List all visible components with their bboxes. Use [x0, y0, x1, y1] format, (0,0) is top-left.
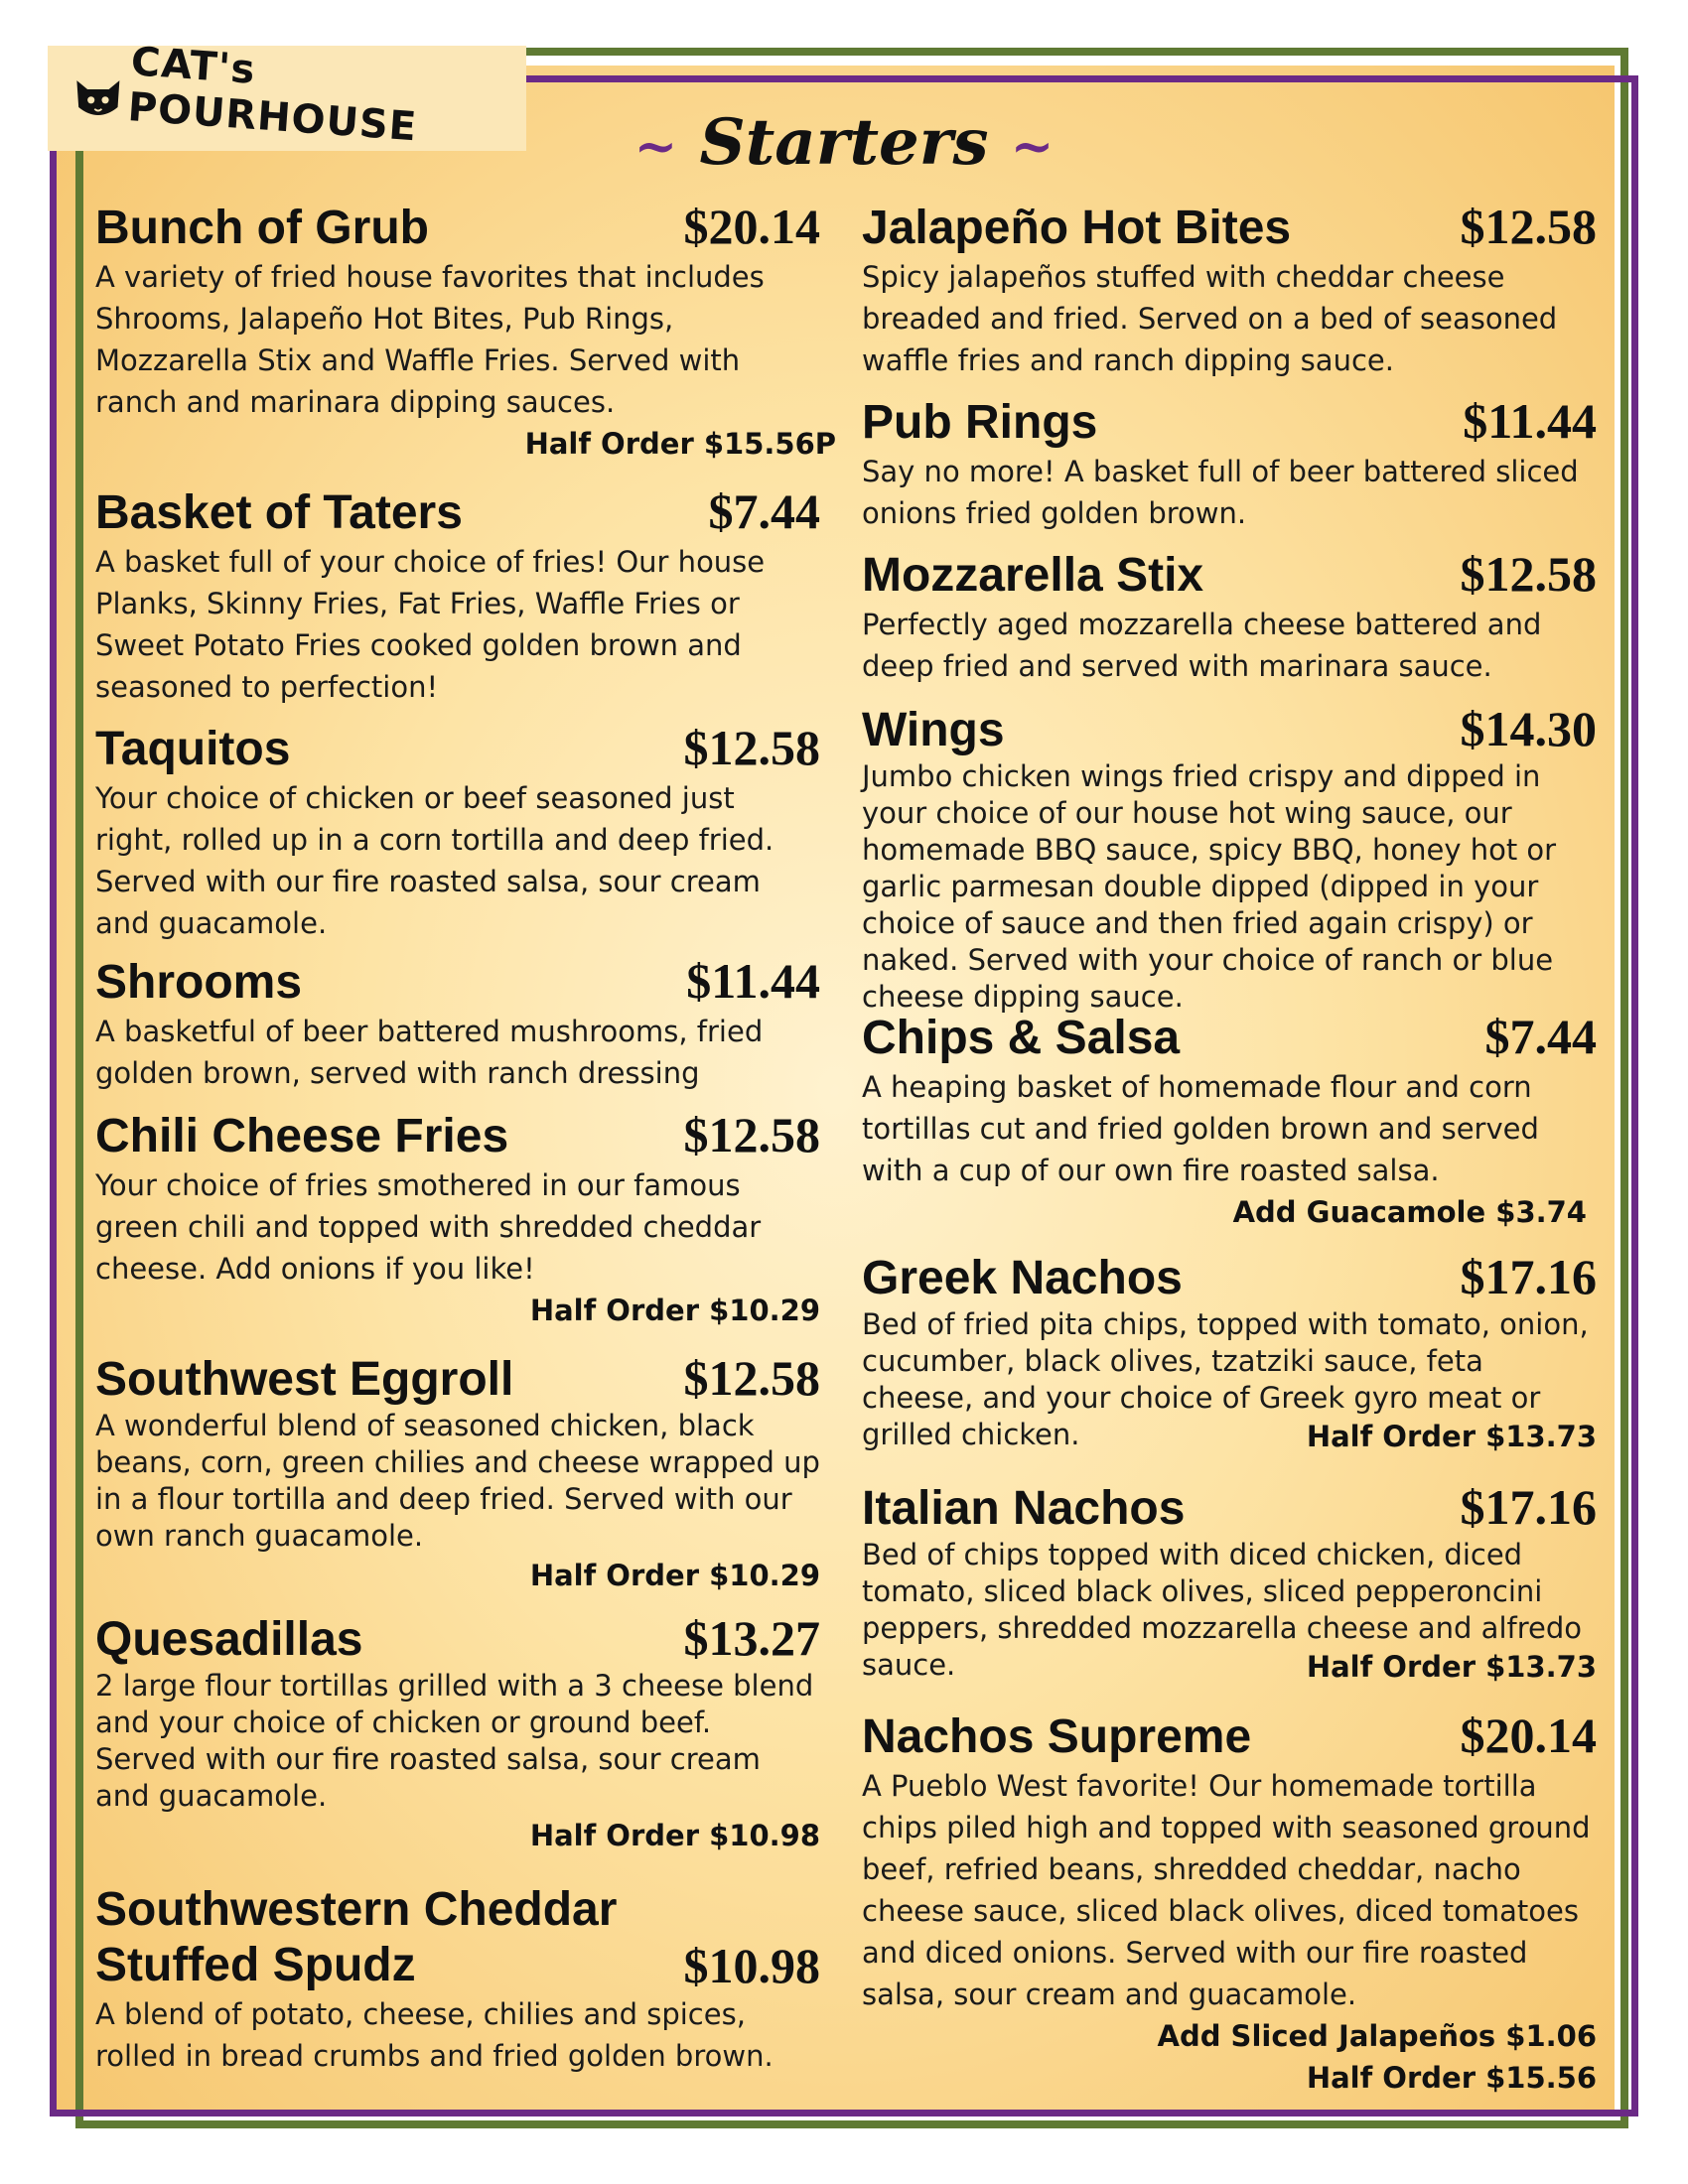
item-description: A Pueblo West favorite! Our homemade tortilla chips piled high and topped with seasoned ground beef, refried beans, shredded cheddar, nacho cheese sauce, sliced black olives, diced tomatoes and diced onions. Served with our fire roasted salsa, sour cream and guacamole. — [862, 1769, 1591, 2011]
item-half-order: Half Order $13.73 — [1306, 1420, 1597, 1453]
menu-item — [95, 1107, 820, 1350]
item-half-order: Half Order $15.56 — [1306, 2061, 1597, 2095]
item-description: Jumbo chicken wings fried crispy and dipped in your choice of our house hot wing sauce, our homemade BBQ sauce, spicy BBQ, honey hot or garlic parmesan double dipped (dipped in your choice of sauce and then fried again crispy) or naked. Served with your choice of ranch or blue cheese dipping sauce. — [862, 759, 1557, 1014]
menu-item — [862, 1479, 1597, 1707]
item-name: Mozzarella Stix — [862, 549, 1204, 602]
page-title — [0, 105, 1688, 180]
item-name: Nachos Supreme — [862, 1710, 1252, 1763]
menu-item — [95, 720, 820, 953]
item-price: $14.30 — [1460, 701, 1597, 756]
menu-item — [862, 393, 1597, 546]
item-price: $12.58 — [1460, 546, 1597, 602]
item-description: Perfectly aged mozzarella cheese battered and deep fried and served with marinara sauce. — [862, 608, 1542, 683]
item-description: 2 large flour tortillas grilled with a 3 cheese blend and your choice of chicken or ground beef. Served with our fire roasted salsa, sour cream and guacamole. — [95, 1669, 814, 1813]
item-price: $20.14 — [1460, 1707, 1597, 1763]
item-name: Quesadillas — [95, 1613, 363, 1666]
title-tilde-left: ~ — [633, 116, 678, 177]
menu-item — [95, 199, 836, 483]
menu-item — [95, 1350, 820, 1610]
item-price: $7.44 — [1484, 1009, 1597, 1064]
item-name: Basket of Taters — [95, 486, 463, 539]
item-name: Chili Cheese Fries — [95, 1110, 509, 1162]
menu-item — [95, 1610, 820, 1882]
menu-item — [862, 546, 1597, 701]
item-price: $11.44 — [1463, 393, 1597, 449]
item-half-order: Half Order $13.73 — [1306, 1650, 1597, 1684]
item-half-order: Half Order $10.98 — [529, 1819, 820, 1852]
menu-item — [862, 1009, 1597, 1249]
item-name: Wings — [862, 704, 1005, 756]
item-description: Bed of fried pita chips, topped with tomato, onion, cucumber, black olives, tzatziki sauce, feta cheese, and your choice of Greek gyro meat or grilled chicken. — [862, 1307, 1589, 1451]
menu-item — [862, 701, 1597, 1014]
item-name: Chips & Salsa — [862, 1012, 1181, 1064]
item-description: A heaping basket of homemade flour and corn tortillas cut and fried golden brown and served with a cup of our own fire roasted salsa. — [862, 1070, 1539, 1187]
item-name: Pub Rings — [862, 396, 1098, 449]
item-price: $20.14 — [683, 199, 820, 254]
item-half-order: Half Order $10.29 — [529, 1294, 820, 1327]
item-description: Say no more! A basket full of beer battered sliced onions fried golden brown. — [862, 455, 1579, 530]
item-name: Jalapeño Hot Bites — [862, 202, 1292, 254]
item-name: Taquitos — [95, 723, 291, 775]
menu-item — [862, 199, 1597, 393]
item-description: Bed of chips topped with diced chicken, diced tomato, sliced black olives, sliced pepperoncini peppers, shredded mozzarella cheese and alfredo sauce. — [862, 1538, 1582, 1682]
item-price: $12.58 — [1460, 199, 1597, 254]
item-price: $12.58 — [683, 1107, 820, 1162]
item-description: A basket full of your choice of fries! Our house Planks, Skinny Fries, Fat Fries, Waffle Fries or Sweet Potato Fries cooked golden brown and seasoned to perfection! — [95, 545, 766, 704]
item-add-jalapenos: Add Sliced Jalapeños $1.06 — [1157, 2019, 1597, 2053]
item-name: Southwest Eggroll — [95, 1353, 514, 1406]
item-name: Bunch of Grub — [95, 202, 429, 254]
item-description: Spicy jalapeños stuffed with cheddar cheese breaded and fried. Served on a bed of seasoned waffle fries and ranch dipping sauce. — [862, 260, 1558, 377]
item-name: Southwestern Cheddar Stuffed Spudz — [95, 1883, 618, 1991]
item-half-order: Half Order $10.29 — [529, 1559, 820, 1592]
title-tilde-right: ~ — [1010, 116, 1055, 177]
menu-item — [862, 1707, 1597, 2099]
menu-item — [862, 1249, 1597, 1479]
item-description: A wonderful blend of seasoned chicken, black beans, corn, green chilies and cheese wrapped up in a flour tortilla and deep fried. Served with our own ranch guacamole. — [95, 1409, 820, 1553]
left-column — [95, 199, 836, 2077]
menu-item — [95, 953, 820, 1107]
item-description: Your choice of chicken or beef seasoned just right, rolled up in a corn tortilla and deep fried. Served with our fire roasted salsa, sour cream and guacamole. — [95, 781, 774, 940]
item-price: $12.58 — [683, 1350, 820, 1406]
menu-item — [95, 483, 820, 720]
logo-text: CAT's POURHOUSE — [125, 39, 419, 151]
item-price: $17.16 — [1460, 1249, 1597, 1304]
item-price: $7.44 — [708, 483, 820, 539]
item-name: Greek Nachos — [862, 1252, 1183, 1304]
item-description: A basketful of beer battered mushrooms, fried golden brown, served with ranch dressing — [95, 1015, 764, 1090]
item-price: $12.58 — [683, 720, 820, 775]
item-price: $17.16 — [1460, 1479, 1597, 1535]
item-description: Your choice of fries smothered in our famous green chili and topped with shredded cheddar cheese. Add onions if you like! — [95, 1168, 762, 1286]
item-description: A variety of fried house favorites that includes Shrooms, Jalapeño Hot Bites, Pub Rings, Mozzarella Stix and Waffle Fries. Served with ranch and marinara dipping sauces. — [95, 260, 765, 419]
right-column — [862, 199, 1597, 2099]
title-text: Starters — [699, 105, 989, 180]
item-half-order: Half Order $15.56P — [524, 427, 836, 461]
menu-item — [95, 1882, 820, 2077]
item-description: A blend of potato, cheese, chilies and spices, rolled in bread crumbs and fried golden brown. — [95, 1997, 774, 2073]
item-add-guacamole: Add Guacamole $3.74 — [1232, 1195, 1587, 1229]
item-name: Shrooms — [95, 956, 303, 1009]
item-price: $11.44 — [686, 953, 820, 1009]
item-price: $10.98 — [683, 1938, 820, 1993]
item-price: $13.27 — [683, 1610, 820, 1666]
item-name: Italian Nachos — [862, 1482, 1186, 1535]
